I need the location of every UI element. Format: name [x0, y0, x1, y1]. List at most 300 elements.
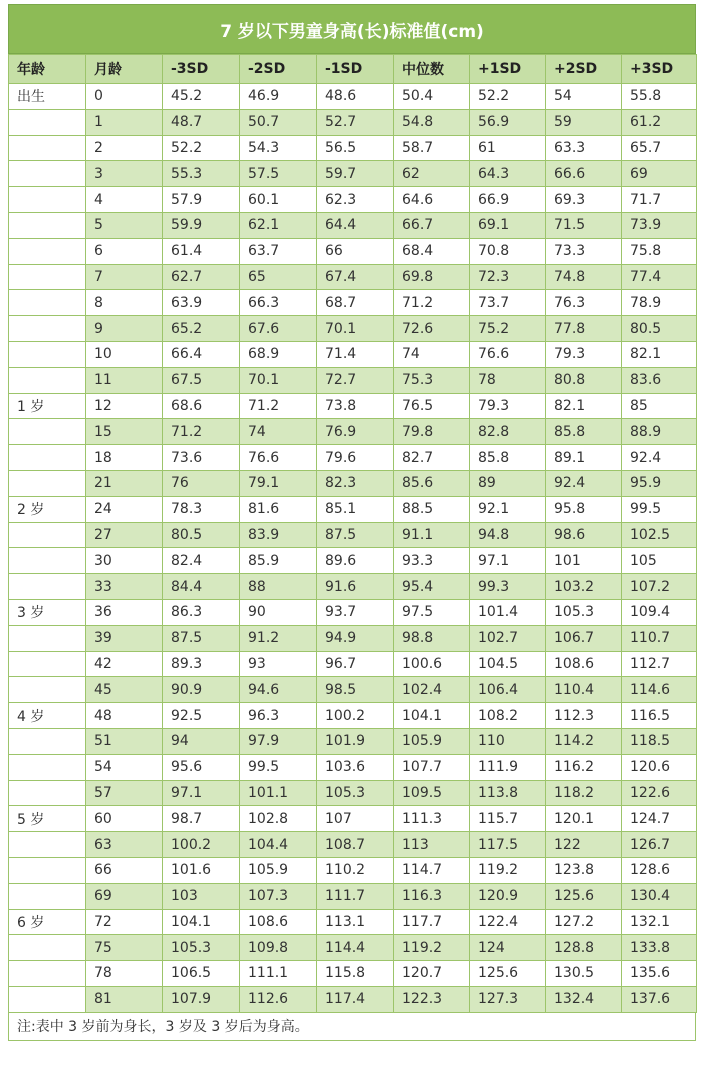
value-cell: 85.8 — [546, 419, 622, 445]
value-cell: 115.7 — [470, 806, 546, 832]
value-cell: 106.7 — [546, 625, 622, 651]
value-cell: 127.3 — [470, 986, 546, 1012]
value-cell: 102.5 — [622, 522, 697, 548]
value-cell: 120.1 — [546, 806, 622, 832]
table-row — [9, 961, 697, 987]
table-row — [9, 832, 697, 858]
age-group-cell — [9, 935, 86, 961]
value-cell: 102.4 — [394, 677, 470, 703]
value-cell: 128.8 — [546, 935, 622, 961]
age-group-cell — [9, 470, 86, 496]
value-cell: 61 — [470, 135, 546, 161]
value-cell: 98.6 — [546, 522, 622, 548]
value-cell: 78 — [470, 367, 546, 393]
value-cell: 117.5 — [470, 832, 546, 858]
height-standard-table — [8, 54, 697, 1013]
value-cell: 103 — [163, 883, 240, 909]
value-cell: 122.3 — [394, 986, 470, 1012]
value-cell: 73.6 — [163, 445, 240, 471]
value-cell: 95.9 — [622, 470, 697, 496]
value-cell: 66.9 — [470, 187, 546, 213]
value-cell: 70.1 — [240, 367, 317, 393]
table-row — [9, 496, 697, 522]
month-age-cell: 45 — [86, 677, 163, 703]
table-row — [9, 445, 697, 471]
table-title: 7 岁以下男童身高(长)标准值(cm) — [8, 4, 696, 54]
value-cell: 127.2 — [546, 909, 622, 935]
value-cell: 112.6 — [240, 986, 317, 1012]
value-cell: 58.7 — [394, 135, 470, 161]
value-cell: 102.8 — [240, 806, 317, 832]
value-cell: 89 — [470, 470, 546, 496]
value-cell: 74 — [394, 341, 470, 367]
value-cell: 62.7 — [163, 264, 240, 290]
value-cell: 94.8 — [470, 522, 546, 548]
value-cell: 125.6 — [546, 883, 622, 909]
month-age-cell: 5 — [86, 212, 163, 238]
value-cell: 76.6 — [470, 341, 546, 367]
value-cell: 95.8 — [546, 496, 622, 522]
value-cell: 85 — [622, 393, 697, 419]
age-group-cell — [9, 548, 86, 574]
value-cell: 86.3 — [163, 599, 240, 625]
month-age-cell: 8 — [86, 290, 163, 316]
value-cell: 77.8 — [546, 316, 622, 342]
value-cell: 76.5 — [394, 393, 470, 419]
value-cell: 82.7 — [394, 445, 470, 471]
value-cell: 69.3 — [546, 187, 622, 213]
table-row — [9, 574, 697, 600]
value-cell: 112.7 — [622, 651, 697, 677]
age-group-cell — [9, 961, 86, 987]
month-age-cell: 72 — [86, 909, 163, 935]
value-cell: 108.6 — [240, 909, 317, 935]
value-cell: 99.3 — [470, 574, 546, 600]
value-cell: 120.6 — [622, 754, 697, 780]
table-row — [9, 161, 697, 187]
age-group-cell — [9, 316, 86, 342]
age-group-cell: 3 岁 — [9, 599, 86, 625]
value-cell: 113.1 — [317, 909, 394, 935]
value-cell: 89.6 — [317, 548, 394, 574]
value-cell: 65.2 — [163, 316, 240, 342]
value-cell: 55.8 — [622, 84, 697, 110]
value-cell: 109.8 — [240, 935, 317, 961]
value-cell: 106.5 — [163, 961, 240, 987]
value-cell: 95.4 — [394, 574, 470, 600]
value-cell: 74 — [240, 419, 317, 445]
value-cell: 92.4 — [622, 445, 697, 471]
column-header: +1SD — [470, 55, 546, 84]
value-cell: 68.7 — [317, 290, 394, 316]
age-group-cell — [9, 290, 86, 316]
value-cell: 84.4 — [163, 574, 240, 600]
value-cell: 45.2 — [163, 84, 240, 110]
value-cell: 100.2 — [317, 703, 394, 729]
table-row — [9, 986, 697, 1012]
value-cell: 111.7 — [317, 883, 394, 909]
value-cell: 52.2 — [163, 135, 240, 161]
value-cell: 101.6 — [163, 857, 240, 883]
value-cell: 68.4 — [394, 238, 470, 264]
table-row — [9, 84, 697, 110]
value-cell: 74.8 — [546, 264, 622, 290]
value-cell: 97.5 — [394, 599, 470, 625]
value-cell: 66.6 — [546, 161, 622, 187]
value-cell: 109.5 — [394, 780, 470, 806]
age-group-cell — [9, 728, 86, 754]
value-cell: 71.5 — [546, 212, 622, 238]
value-cell: 130.5 — [546, 961, 622, 987]
value-cell: 105.9 — [394, 728, 470, 754]
age-group-cell — [9, 857, 86, 883]
value-cell: 87.5 — [317, 522, 394, 548]
value-cell: 114.4 — [317, 935, 394, 961]
value-cell: 111.9 — [470, 754, 546, 780]
value-cell: 101.9 — [317, 728, 394, 754]
table-row — [9, 857, 697, 883]
value-cell: 115.8 — [317, 961, 394, 987]
value-cell: 62.3 — [317, 187, 394, 213]
value-cell: 68.6 — [163, 393, 240, 419]
value-cell: 67.5 — [163, 367, 240, 393]
month-age-cell: 66 — [86, 857, 163, 883]
value-cell: 66.7 — [394, 212, 470, 238]
value-cell: 96.3 — [240, 703, 317, 729]
value-cell: 99.5 — [240, 754, 317, 780]
value-cell: 88.5 — [394, 496, 470, 522]
table-row — [9, 470, 697, 496]
value-cell: 98.7 — [163, 806, 240, 832]
value-cell: 132.4 — [546, 986, 622, 1012]
value-cell: 81.6 — [240, 496, 317, 522]
month-age-cell: 51 — [86, 728, 163, 754]
value-cell: 61.2 — [622, 109, 697, 135]
value-cell: 106.4 — [470, 677, 546, 703]
value-cell: 67.6 — [240, 316, 317, 342]
value-cell: 111.1 — [240, 961, 317, 987]
age-group-cell: 5 岁 — [9, 806, 86, 832]
value-cell: 66.3 — [240, 290, 317, 316]
value-cell: 103.6 — [317, 754, 394, 780]
value-cell: 80.8 — [546, 367, 622, 393]
value-cell: 67.4 — [317, 264, 394, 290]
table-footnote: 注:表中 3 岁前为身长，3 岁及 3 岁后为身高。 — [8, 1013, 696, 1041]
column-header: 年龄 — [9, 55, 86, 84]
age-group-cell: 6 岁 — [9, 909, 86, 935]
value-cell: 122.4 — [470, 909, 546, 935]
value-cell: 97.1 — [163, 780, 240, 806]
value-cell: 71.2 — [240, 393, 317, 419]
month-age-cell: 3 — [86, 161, 163, 187]
table-row — [9, 883, 697, 909]
value-cell: 92.1 — [470, 496, 546, 522]
value-cell: 56.5 — [317, 135, 394, 161]
value-cell: 100.2 — [163, 832, 240, 858]
value-cell: 59.9 — [163, 212, 240, 238]
age-group-cell — [9, 341, 86, 367]
value-cell: 108.2 — [470, 703, 546, 729]
age-group-cell — [9, 651, 86, 677]
age-group-cell — [9, 238, 86, 264]
month-age-cell: 78 — [86, 961, 163, 987]
month-age-cell: 9 — [86, 316, 163, 342]
value-cell: 117.4 — [317, 986, 394, 1012]
table-row — [9, 135, 697, 161]
month-age-cell: 2 — [86, 135, 163, 161]
value-cell: 62.1 — [240, 212, 317, 238]
month-age-cell: 63 — [86, 832, 163, 858]
table-row — [9, 806, 697, 832]
value-cell: 111.3 — [394, 806, 470, 832]
age-group-cell — [9, 135, 86, 161]
month-age-cell: 24 — [86, 496, 163, 522]
value-cell: 105.9 — [240, 857, 317, 883]
value-cell: 57.5 — [240, 161, 317, 187]
value-cell: 80.5 — [163, 522, 240, 548]
value-cell: 116.5 — [622, 703, 697, 729]
value-cell: 107.2 — [622, 574, 697, 600]
value-cell: 105 — [622, 548, 697, 574]
month-age-cell: 11 — [86, 367, 163, 393]
value-cell: 123.8 — [546, 857, 622, 883]
value-cell: 98.5 — [317, 677, 394, 703]
month-age-cell: 21 — [86, 470, 163, 496]
age-group-cell — [9, 677, 86, 703]
age-group-cell — [9, 754, 86, 780]
value-cell: 52.2 — [470, 84, 546, 110]
table-row — [9, 677, 697, 703]
value-cell: 122 — [546, 832, 622, 858]
value-cell: 107.7 — [394, 754, 470, 780]
value-cell: 114.2 — [546, 728, 622, 754]
value-cell: 118.2 — [546, 780, 622, 806]
value-cell: 63.9 — [163, 290, 240, 316]
value-cell: 62 — [394, 161, 470, 187]
value-cell: 124 — [470, 935, 546, 961]
value-cell: 66.4 — [163, 341, 240, 367]
value-cell: 116.2 — [546, 754, 622, 780]
value-cell: 119.2 — [470, 857, 546, 883]
table-row — [9, 651, 697, 677]
month-age-cell: 4 — [86, 187, 163, 213]
value-cell: 93 — [240, 651, 317, 677]
value-cell: 124.7 — [622, 806, 697, 832]
table-row — [9, 599, 697, 625]
value-cell: 128.6 — [622, 857, 697, 883]
value-cell: 72.3 — [470, 264, 546, 290]
value-cell: 76.9 — [317, 419, 394, 445]
value-cell: 54.8 — [394, 109, 470, 135]
value-cell: 104.4 — [240, 832, 317, 858]
table-row — [9, 290, 697, 316]
month-age-cell: 54 — [86, 754, 163, 780]
value-cell: 101 — [546, 548, 622, 574]
table-row — [9, 548, 697, 574]
value-cell: 57.9 — [163, 187, 240, 213]
table-row — [9, 109, 697, 135]
value-cell: 50.4 — [394, 84, 470, 110]
value-cell: 105.3 — [317, 780, 394, 806]
value-cell: 68.9 — [240, 341, 317, 367]
age-group-cell: 1 岁 — [9, 393, 86, 419]
value-cell: 66 — [317, 238, 394, 264]
value-cell: 72.7 — [317, 367, 394, 393]
age-group-cell: 出生 — [9, 84, 86, 110]
value-cell: 112.3 — [546, 703, 622, 729]
column-header: -2SD — [240, 55, 317, 84]
value-cell: 82.4 — [163, 548, 240, 574]
value-cell: 70.8 — [470, 238, 546, 264]
value-cell: 82.1 — [546, 393, 622, 419]
month-age-cell: 36 — [86, 599, 163, 625]
value-cell: 137.6 — [622, 986, 697, 1012]
age-group-cell — [9, 445, 86, 471]
value-cell: 63.3 — [546, 135, 622, 161]
month-age-cell: 42 — [86, 651, 163, 677]
header-row — [9, 55, 697, 84]
value-cell: 135.6 — [622, 961, 697, 987]
table-row — [9, 703, 697, 729]
value-cell: 55.3 — [163, 161, 240, 187]
value-cell: 65.7 — [622, 135, 697, 161]
value-cell: 82.1 — [622, 341, 697, 367]
month-age-cell: 10 — [86, 341, 163, 367]
value-cell: 75.2 — [470, 316, 546, 342]
value-cell: 71.2 — [394, 290, 470, 316]
value-cell: 126.7 — [622, 832, 697, 858]
table-row — [9, 909, 697, 935]
value-cell: 107.3 — [240, 883, 317, 909]
value-cell: 98.8 — [394, 625, 470, 651]
value-cell: 64.3 — [470, 161, 546, 187]
value-cell: 63.7 — [240, 238, 317, 264]
value-cell: 73.3 — [546, 238, 622, 264]
value-cell: 78.3 — [163, 496, 240, 522]
value-cell: 85.6 — [394, 470, 470, 496]
value-cell: 97.1 — [470, 548, 546, 574]
value-cell: 85.1 — [317, 496, 394, 522]
value-cell: 93.3 — [394, 548, 470, 574]
age-group-cell — [9, 367, 86, 393]
value-cell: 110 — [470, 728, 546, 754]
column-header: +3SD — [622, 55, 697, 84]
month-age-cell: 81 — [86, 986, 163, 1012]
value-cell: 77.4 — [622, 264, 697, 290]
value-cell: 73.8 — [317, 393, 394, 419]
value-cell: 102.7 — [470, 625, 546, 651]
table-row — [9, 754, 697, 780]
value-cell: 79.8 — [394, 419, 470, 445]
value-cell: 56.9 — [470, 109, 546, 135]
value-cell: 88 — [240, 574, 317, 600]
value-cell: 105.3 — [163, 935, 240, 961]
value-cell: 71.2 — [163, 419, 240, 445]
height-standard-table-container — [8, 4, 696, 1041]
value-cell: 60.1 — [240, 187, 317, 213]
value-cell: 89.1 — [546, 445, 622, 471]
column-header: +2SD — [546, 55, 622, 84]
month-age-cell: 30 — [86, 548, 163, 574]
value-cell: 69.8 — [394, 264, 470, 290]
age-group-cell — [9, 419, 86, 445]
value-cell: 113 — [394, 832, 470, 858]
month-age-cell: 1 — [86, 109, 163, 135]
value-cell: 108.7 — [317, 832, 394, 858]
age-group-cell — [9, 109, 86, 135]
value-cell: 97.9 — [240, 728, 317, 754]
value-cell: 95.6 — [163, 754, 240, 780]
age-group-cell — [9, 574, 86, 600]
age-group-cell — [9, 264, 86, 290]
value-cell: 96.7 — [317, 651, 394, 677]
value-cell: 83.6 — [622, 367, 697, 393]
month-age-cell: 75 — [86, 935, 163, 961]
value-cell: 79.6 — [317, 445, 394, 471]
value-cell: 61.4 — [163, 238, 240, 264]
value-cell: 75.3 — [394, 367, 470, 393]
month-age-cell: 15 — [86, 419, 163, 445]
value-cell: 93.7 — [317, 599, 394, 625]
value-cell: 90 — [240, 599, 317, 625]
value-cell: 79.3 — [470, 393, 546, 419]
value-cell: 48.6 — [317, 84, 394, 110]
value-cell: 103.2 — [546, 574, 622, 600]
value-cell: 75.8 — [622, 238, 697, 264]
value-cell: 104.1 — [394, 703, 470, 729]
value-cell: 71.7 — [622, 187, 697, 213]
value-cell: 59.7 — [317, 161, 394, 187]
column-header: 月龄 — [86, 55, 163, 84]
value-cell: 72.6 — [394, 316, 470, 342]
value-cell: 101.4 — [470, 599, 546, 625]
value-cell: 110.2 — [317, 857, 394, 883]
month-age-cell: 33 — [86, 574, 163, 600]
month-age-cell: 27 — [86, 522, 163, 548]
value-cell: 114.7 — [394, 857, 470, 883]
value-cell: 73.9 — [622, 212, 697, 238]
value-cell: 117.7 — [394, 909, 470, 935]
value-cell: 54 — [546, 84, 622, 110]
value-cell: 80.5 — [622, 316, 697, 342]
table-row — [9, 212, 697, 238]
value-cell: 94 — [163, 728, 240, 754]
value-cell: 94.9 — [317, 625, 394, 651]
table-body — [9, 84, 697, 1013]
value-cell: 82.3 — [317, 470, 394, 496]
value-cell: 65 — [240, 264, 317, 290]
value-cell: 69.1 — [470, 212, 546, 238]
value-cell: 113.8 — [470, 780, 546, 806]
value-cell: 116.3 — [394, 883, 470, 909]
value-cell: 114.6 — [622, 677, 697, 703]
value-cell: 120.7 — [394, 961, 470, 987]
value-cell: 79.3 — [546, 341, 622, 367]
value-cell: 46.9 — [240, 84, 317, 110]
value-cell: 104.1 — [163, 909, 240, 935]
value-cell: 50.7 — [240, 109, 317, 135]
value-cell: 104.5 — [470, 651, 546, 677]
value-cell: 88.9 — [622, 419, 697, 445]
value-cell: 101.1 — [240, 780, 317, 806]
value-cell: 109.4 — [622, 599, 697, 625]
value-cell: 83.9 — [240, 522, 317, 548]
value-cell: 73.7 — [470, 290, 546, 316]
table-row — [9, 522, 697, 548]
value-cell: 91.1 — [394, 522, 470, 548]
month-age-cell: 7 — [86, 264, 163, 290]
month-age-cell: 57 — [86, 780, 163, 806]
